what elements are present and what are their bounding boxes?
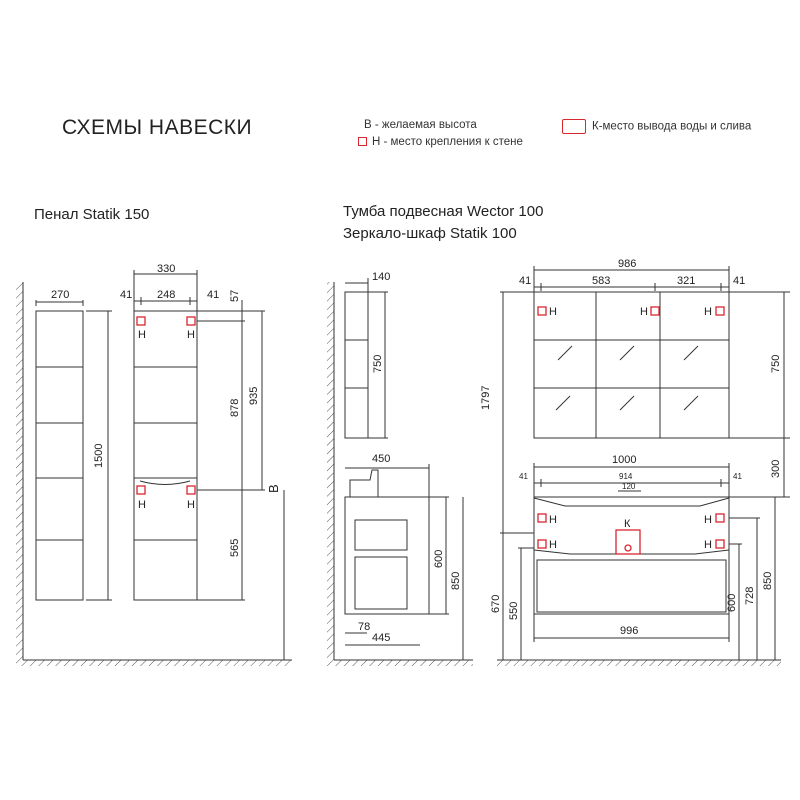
penal-handle: [140, 481, 190, 485]
marker-h: Н: [138, 329, 146, 341]
mount-marker-icon: [716, 307, 724, 315]
dim-text: 565: [229, 538, 241, 557]
dim-text: 996: [620, 625, 639, 637]
marker-h: Н: [704, 306, 712, 318]
dim-text: 57: [229, 289, 241, 302]
dim-text: 750: [372, 354, 384, 373]
vanity-basin-top: [534, 498, 729, 506]
side-mirror-body: [345, 292, 368, 438]
glass-reflection: [620, 346, 634, 360]
dim-text: 850: [762, 571, 774, 590]
marker-h: Н: [549, 539, 557, 551]
dim-text: 41: [120, 289, 133, 301]
dimension-labels: [51, 258, 782, 644]
dim-text: 140: [372, 271, 391, 283]
faucet-icon: [350, 470, 378, 497]
glass-reflection: [556, 396, 570, 410]
dim-text: 248: [157, 289, 176, 301]
dim-text: 550: [508, 601, 520, 620]
marker-h: Н: [187, 329, 195, 341]
dim-text: 450: [372, 453, 391, 465]
water-outlet-circle: [625, 545, 631, 551]
dim-text: 41: [519, 275, 532, 287]
side-drawing: [327, 278, 473, 666]
side-drawer: [355, 520, 407, 550]
dim-text: 914: [619, 472, 633, 481]
dim-text: 750: [770, 354, 782, 373]
dim-text: 850: [450, 571, 462, 590]
side-wall-hatch: [327, 282, 334, 660]
dim-text: 670: [490, 594, 502, 613]
mirror-cabinet-body: [534, 292, 729, 438]
dim-text: 41: [733, 275, 746, 287]
penal-mount-markers: [137, 317, 195, 494]
front-drawing: [497, 266, 790, 666]
mount-marker-icon: [716, 540, 724, 548]
side-drawer: [355, 557, 407, 609]
vanity-drawer: [537, 560, 726, 612]
vanity-body: [534, 497, 729, 614]
dim-text: 878: [229, 398, 241, 417]
section-title-mirror: Зеркало-шкаф Statik 100: [343, 225, 517, 242]
dim-text: 600: [726, 593, 738, 612]
glass-reflection: [684, 396, 698, 410]
side-cabinet-body: [345, 497, 429, 614]
marker-h: Н: [549, 514, 557, 526]
penal-wall-hatch: [16, 282, 23, 660]
penal-drawing: [16, 270, 292, 666]
penal-side-body: [36, 311, 83, 600]
dim-text: 728: [744, 586, 756, 605]
dim-text: 300: [770, 459, 782, 478]
penal-front-body: [134, 311, 197, 600]
dim-text: 986: [618, 258, 637, 270]
marker-k: К: [624, 518, 631, 530]
mount-marker-icon: [538, 514, 546, 522]
marker-b: В: [266, 484, 281, 493]
glass-reflection: [558, 346, 572, 360]
glass-reflection: [620, 396, 634, 410]
front-markers: [538, 307, 724, 554]
mount-marker-icon: [538, 540, 546, 548]
mount-marker-icon: [137, 486, 145, 494]
legend-b: В - желаемая высота: [364, 119, 477, 131]
dim-text: 78: [358, 621, 371, 633]
dim-text: 270: [51, 289, 70, 301]
section-title-tumba: Тумба подвесная Wector 100: [343, 203, 544, 220]
legend-h: Н - место крепления к стене: [372, 136, 523, 148]
mount-marker-icon: [538, 307, 546, 315]
mount-marker-icon: [187, 317, 195, 325]
marker-h: Н: [704, 514, 712, 526]
legend-k: К-место вывода воды и слива: [592, 120, 752, 133]
penal-floor-hatch: [16, 660, 292, 666]
dim-text: 1500: [93, 443, 105, 468]
dim-text: 41: [207, 289, 220, 301]
dim-text: 321: [677, 275, 696, 287]
dim-text: 330: [157, 263, 176, 275]
mount-marker-icon: [716, 514, 724, 522]
glass-reflection: [684, 346, 698, 360]
section-title-penal: Пенал Statik 150: [34, 206, 150, 223]
marker-labels: [138, 306, 712, 551]
dim-text: 445: [372, 632, 391, 644]
front-floor-hatch: [497, 660, 781, 666]
marker-h: Н: [138, 499, 146, 511]
marker-h: Н: [704, 539, 712, 551]
dim-text: 41: [519, 472, 528, 481]
page-title: СХЕМЫ НАВЕСКИ: [62, 116, 253, 139]
dim-text: 935: [248, 386, 260, 405]
mount-marker-icon: [137, 317, 145, 325]
marker-h: Н: [640, 306, 648, 318]
mount-marker-icon: [651, 307, 659, 315]
dim-text: 1797: [480, 385, 492, 410]
dim-text: 583: [592, 275, 611, 287]
mount-marker-icon: [187, 486, 195, 494]
marker-h: Н: [187, 499, 195, 511]
dim-text: 120: [622, 482, 636, 491]
marker-h: Н: [549, 306, 557, 318]
dim-text: 1000: [612, 454, 637, 466]
side-floor-hatch: [327, 660, 473, 666]
dim-text: 600: [433, 549, 445, 568]
dim-text: 41: [733, 472, 742, 481]
